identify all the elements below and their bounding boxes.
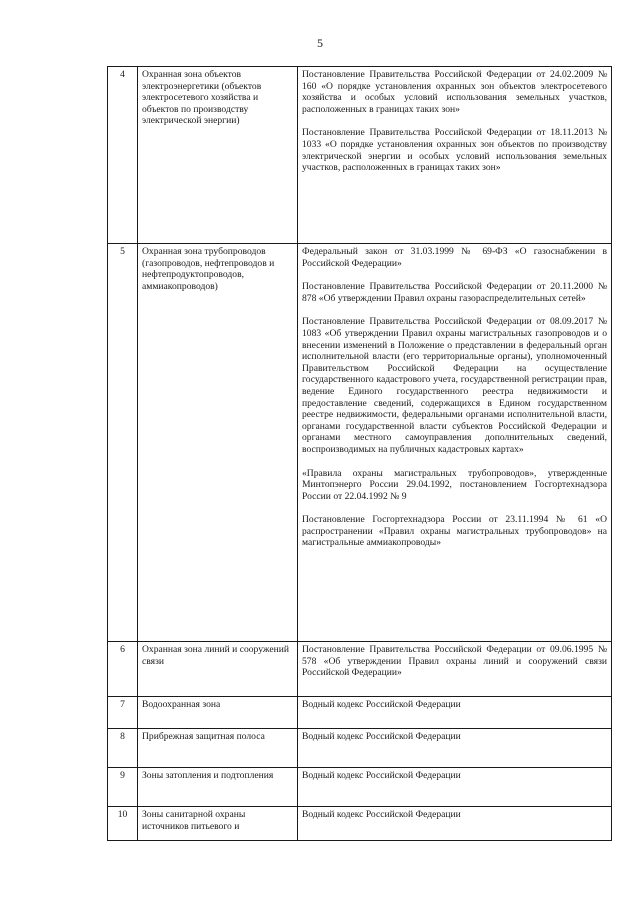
legal-document-paragraph: Постановление Правительства Российской Федерации от 24.02.2009 № 160 «О порядке установления охранных зон объектов электросетевого хозяйства и особых условий использования земельных участков, расположенных в границах таких зон» — [302, 69, 607, 115]
row-number: 10 — [108, 807, 138, 841]
legal-document-paragraph: Водный кодекс Российской Федерации — [302, 770, 461, 781]
table-row — [108, 729, 612, 768]
legal-documents — [298, 67, 612, 244]
zones-table — [107, 66, 612, 841]
row-number: 4 — [108, 67, 138, 244]
row-number: 9 — [108, 768, 138, 807]
legal-documents — [298, 729, 612, 768]
table-row — [108, 244, 612, 642]
legal-document-paragraph: Постановление Госгортехнадзора России от 23.11.1994 № 61 «О распространении «Правил охраны магистральных трубопроводов» на магистральные аммиакопроводы» — [302, 514, 607, 549]
row-number: 7 — [108, 697, 138, 729]
zones-table-body — [108, 67, 612, 841]
legal-document-paragraph: Водный кодекс Российской Федерации — [302, 731, 461, 742]
row-number: 6 — [108, 642, 138, 697]
legal-document-paragraph: Постановление Правительства Российской Федерации от 18.11.2013 № 1033 «О порядке установления охранных зон объектов по производству электрической энергии и особых условий использования земельных участков, расположенных в границах таких зон» — [302, 127, 607, 174]
zone-name: Охранная зона трубопроводов (газопроводов, нефтепроводов и нефтепродуктопроводов, аммиакопроводов) — [138, 244, 298, 642]
zone-name: Зоны затопления и подтопления — [138, 768, 298, 807]
legal-document-paragraph: Водный кодекс Российской Федерации — [302, 699, 461, 710]
page-number: 5 — [317, 36, 323, 50]
legal-document-paragraph: Водный кодекс Российской Федерации — [302, 809, 461, 820]
zone-name: Охранная зона объектов электроэнергетики (объектов электросетевого хозяйства и объектов по производству электрической энергии) — [138, 67, 298, 244]
legal-document-paragraph: Федеральный закон от 31.03.1999 № 69-ФЗ «О газоснабжении в Российской Федерации» — [302, 246, 607, 269]
zone-name: Охранная зона линий и сооружений связи — [138, 642, 298, 697]
legal-document-paragraph: Постановление Правительства Российской Федерации от 08.09.2017 № 1083 «Об утверждении Правил охраны магистральных газопроводов и о внесении изменений в Положение о представлении в федеральный орган исполнительной власти (его территориальные органы), уполномоченный Правительством Российской Федерации на осуществление государственного кадастрового учета, государственной регистрации прав, ведение Единого государственного реестра недвижимости и предоставление сведений, содержащихся в Едином государственном реестре недвижимости, федеральными органами исполнительной власти, органами государственной власти субъектов Российской Федерации и органами местного самоуправления дополнительных сведений, воспроизводимых на публичных кадастровых картах» — [302, 316, 607, 455]
legal-documents — [298, 807, 612, 841]
zone-name: Зоны санитарной охраны источников питьевого и — [138, 807, 298, 841]
table-row — [108, 768, 612, 807]
table-row — [108, 697, 612, 729]
legal-documents — [298, 642, 612, 697]
table-row — [108, 807, 612, 841]
table-row — [108, 642, 612, 697]
zone-name: Прибрежная защитная полоса — [138, 729, 298, 768]
row-number: 8 — [108, 729, 138, 768]
zone-name: Водоохранная зона — [138, 697, 298, 729]
table-row — [108, 67, 612, 244]
legal-documents — [298, 244, 612, 642]
legal-document-paragraph: Постановление Правительства Российской Федерации от 09.06.1995 № 578 «Об утверждении Правил охраны линий и сооружений связи Российской Федерации» — [302, 644, 607, 679]
row-number: 5 — [108, 244, 138, 642]
legal-document-paragraph: Постановление Правительства Российской Федерации от 20.11.2000 № 878 «Об утверждении Правил охраны газораспределительных сетей» — [302, 281, 607, 304]
legal-documents — [298, 697, 612, 729]
legal-documents — [298, 768, 612, 807]
legal-document-paragraph: «Правила охраны магистральных трубопроводов», утвержденные Минтопэнерго России 29.04.1992, постановлением Госгортехнадзора России от 22.04.1992 № 9 — [302, 467, 607, 502]
